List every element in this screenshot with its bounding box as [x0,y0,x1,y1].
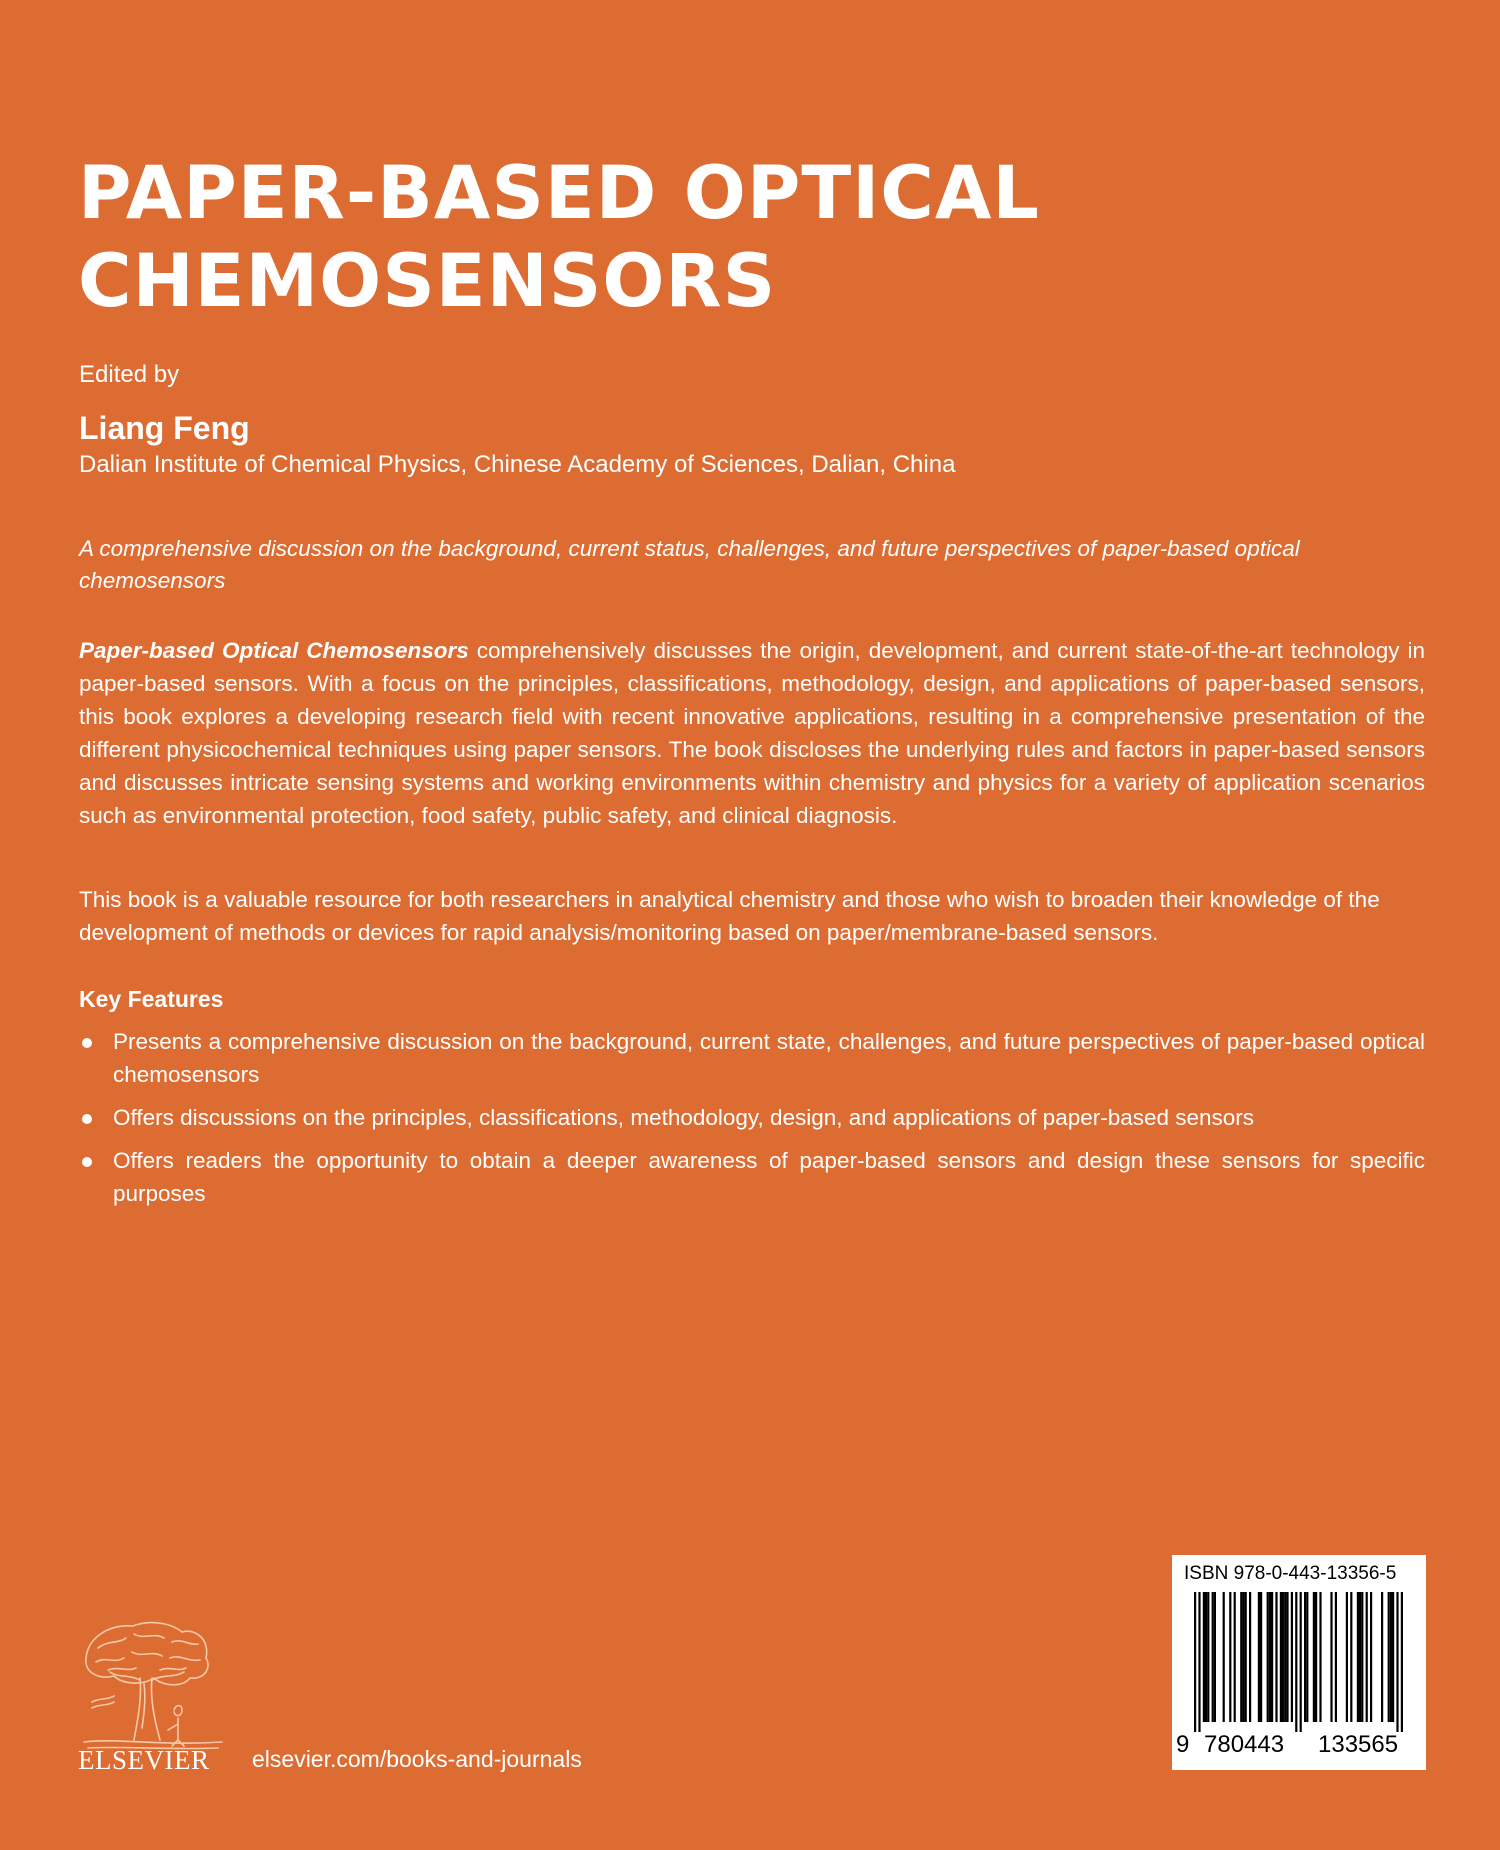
list-item [79,1144,1425,1210]
isbn-label: ISBN 978-0-443-13356-5 [1184,1563,1397,1584]
feature-text: Offers readers the opportunity to obtain a deeper awareness of paper-based sensors and design these sensors for specific purposes [113,1148,1425,1206]
barcode-bar [1203,1592,1205,1722]
barcode-bar [1306,1592,1308,1722]
barcode-bar [1388,1592,1390,1722]
barcode-bar [1280,1592,1282,1722]
barcode-bar [1260,1592,1262,1722]
barcode-guard-bar [1396,1592,1398,1732]
barcode-bar [1304,1592,1306,1722]
barcode-bar [1245,1592,1247,1722]
barcode-icon [1182,1592,1416,1732]
barcode-bar [1207,1592,1209,1722]
barcode-bar [1267,1592,1269,1722]
barcode-bar [1350,1592,1352,1722]
publisher-website[interactable]: elsevier.com/books-and-journals [252,1746,582,1772]
barcode-guard-bar [1300,1592,1302,1732]
title-line-2: CHEMOSENSORS [78,239,777,324]
bullet-icon [82,1114,92,1124]
barcode-digit-first: 9 [1176,1731,1190,1758]
barcode-bar [1357,1592,1359,1722]
barcode-guard-bar [1295,1592,1297,1732]
bullet-icon [82,1038,92,1048]
list-item [79,1101,1425,1134]
barcode-bar [1392,1592,1394,1722]
key-features-list [79,1025,1425,1220]
barcode-bar [1346,1592,1348,1722]
description-lead: Paper-based Optical Chemosensors [79,638,469,663]
publisher-name: ELSEVIER [78,1745,210,1775]
barcode-bar [1366,1592,1368,1722]
feature-text: Presents a comprehensive discussion on the background, current state, challenges, and future perspectives of paper-based optical chemosensors [113,1029,1425,1087]
barcode-guard-bar [1194,1592,1196,1732]
list-item [79,1025,1425,1091]
barcode-bar [1275,1592,1277,1722]
barcode-bar [1284,1592,1286,1722]
barcode-bar [1271,1592,1273,1722]
barcode-bar [1223,1592,1225,1722]
key-features-heading: Key Features [79,986,224,1012]
barcode-bar [1361,1592,1363,1722]
barcode-bar [1315,1592,1317,1722]
barcode-bar [1330,1592,1332,1722]
editor-name: Liang Feng [79,410,250,446]
tagline: A comprehensive discussion on the background, current status, challenges, and future perspectives of paper-based optical chemosensors [79,536,1300,593]
feature-text: Offers discussions on the principles, classifications, methodology, design, and applications of paper-based sensors [113,1105,1255,1130]
barcode-bar [1214,1592,1216,1722]
barcode-digit-group-left: 780443 [1204,1731,1285,1758]
elsevier-tree-logo-icon [78,1618,228,1753]
barcode-bar [1258,1592,1260,1722]
barcode-bar [1390,1592,1392,1722]
barcode-bar [1242,1592,1244,1722]
barcode-bar [1249,1592,1251,1722]
description-paragraph-2: This book is a valuable resource for both researchers in analytical chemistry and those who wish to broaden their knowledge of the development of methods or devices for rapid analysis/monitoring based on paper/membrane-based sensors. [79,887,1380,945]
barcode-guard-bar [1401,1592,1403,1732]
barcode-bar [1359,1592,1361,1722]
barcode-bar [1269,1592,1271,1722]
description-paragraph [79,634,1425,832]
barcode-bar [1319,1592,1321,1722]
barcode-bar [1234,1592,1236,1722]
edited-by-label: Edited by [79,361,180,388]
barcode-bar [1370,1592,1372,1722]
barcode-panel [1172,1555,1426,1770]
barcode-bar [1212,1592,1214,1722]
barcode-bar [1240,1592,1242,1722]
barcode-bar [1335,1592,1337,1722]
title-line-1: PAPER-BASED OPTICAL [78,151,1040,236]
barcode-bar [1381,1592,1383,1722]
description-body: comprehensively discusses the origin, development, and current state-of-the-art technology in paper-based sensors. With a focus on the principles, classifications, methodology, design, and applications of paper-based sensors, this book explores a developing research field with recent innovative applications, resulting in a comprehensive presentation of the different physicochemical techniques using paper sensors. The book discloses the underlying rules and factors in paper-based sensors and discusses intricate sensing systems and working environments within chemistry and physics for a variety of application scenarios such as environmental protection, food safety, public safety, and clinical diagnosis. [79,638,1425,828]
book-title [78,150,1378,326]
barcode-guard-bar [1198,1592,1200,1732]
barcode-bar [1286,1592,1288,1722]
barcode-bar [1229,1592,1231,1722]
barcode-bar [1205,1592,1207,1722]
barcode-bar [1313,1592,1315,1722]
bullet-icon [82,1157,92,1167]
barcode-bar [1291,1592,1293,1722]
editor-affiliation: Dalian Institute of Chemical Physics, Chinese Academy of Sciences, Dalian, China [79,451,956,478]
barcode-digit-group-right: 133565 [1318,1731,1399,1758]
barcode-bar [1282,1592,1284,1722]
